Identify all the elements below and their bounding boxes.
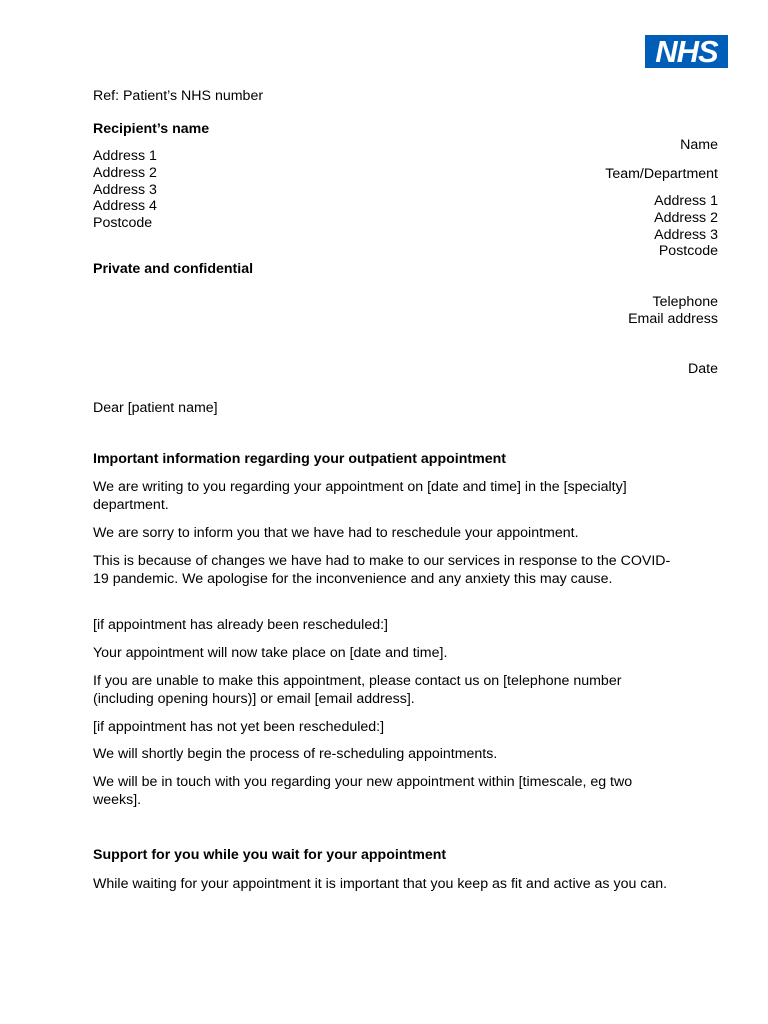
section-heading-support: Support for you while you wait for your appointment xyxy=(93,847,447,863)
sender-address xyxy=(654,193,718,260)
recipient-name: Recipient’s name xyxy=(93,121,210,137)
paragraph: We are sorry to inform you that we have had to reschedule your appointment. xyxy=(93,525,579,541)
sender-name: Name xyxy=(680,137,718,153)
paragraph: We will shortly begin the process of re-scheduling appointments. xyxy=(93,746,498,762)
nhs-logo: NHS xyxy=(645,35,728,68)
paragraph: [if appointment has not yet been rescheduled:] xyxy=(93,719,385,735)
reference-line: Ref: Patient’s NHS number xyxy=(93,88,264,104)
recipient-address-line: Address 1 xyxy=(93,148,157,164)
paragraph: While waiting for your appointment it is important that you keep as fit and active as you can. xyxy=(93,876,668,892)
confidential-label: Private and confidential xyxy=(93,261,254,277)
paragraph: Your appointment will now take place on [date and time]. xyxy=(93,645,448,661)
sender-address-line: Address 3 xyxy=(654,226,718,243)
letter-date: Date xyxy=(688,361,718,377)
sender-postcode: Postcode xyxy=(658,243,718,260)
paragraph: [if appointment has already been rescheduled:] xyxy=(93,617,388,633)
recipient-address-line: Address 2 xyxy=(93,164,157,181)
recipient-postcode: Postcode xyxy=(93,215,153,232)
sender-address-line: Address 1 xyxy=(654,193,718,209)
paragraph: We are writing to you regarding your appointment on [date and time] in the [specialty] department. xyxy=(93,479,627,513)
salutation: Dear [patient name] xyxy=(93,400,218,416)
sender-address-line: Address 2 xyxy=(654,209,718,226)
sender-email: Email address xyxy=(628,310,718,327)
recipient-address-line: Address 3 xyxy=(93,181,157,198)
section-heading-appointment: Important information regarding your outpatient appointment xyxy=(93,451,507,467)
sender-telephone: Telephone xyxy=(652,294,718,310)
recipient-address xyxy=(93,148,157,232)
sender-contact xyxy=(628,294,718,328)
sender-team: Team/Department xyxy=(605,166,718,182)
paragraph: We will be in touch with you regarding your new appointment within [timescale, eg two weeks]. xyxy=(93,774,633,808)
paragraph: This is because of changes we have had to make to our services in response to the COVID-19 pandemic. We apologise for the inconvenience and any anxiety this may cause. xyxy=(93,553,671,587)
recipient-address-line: Address 4 xyxy=(93,198,157,215)
paragraph: If you are unable to make this appointment, please contact us on [telephone number (including opening hours)] or email [email address]. xyxy=(93,673,622,707)
